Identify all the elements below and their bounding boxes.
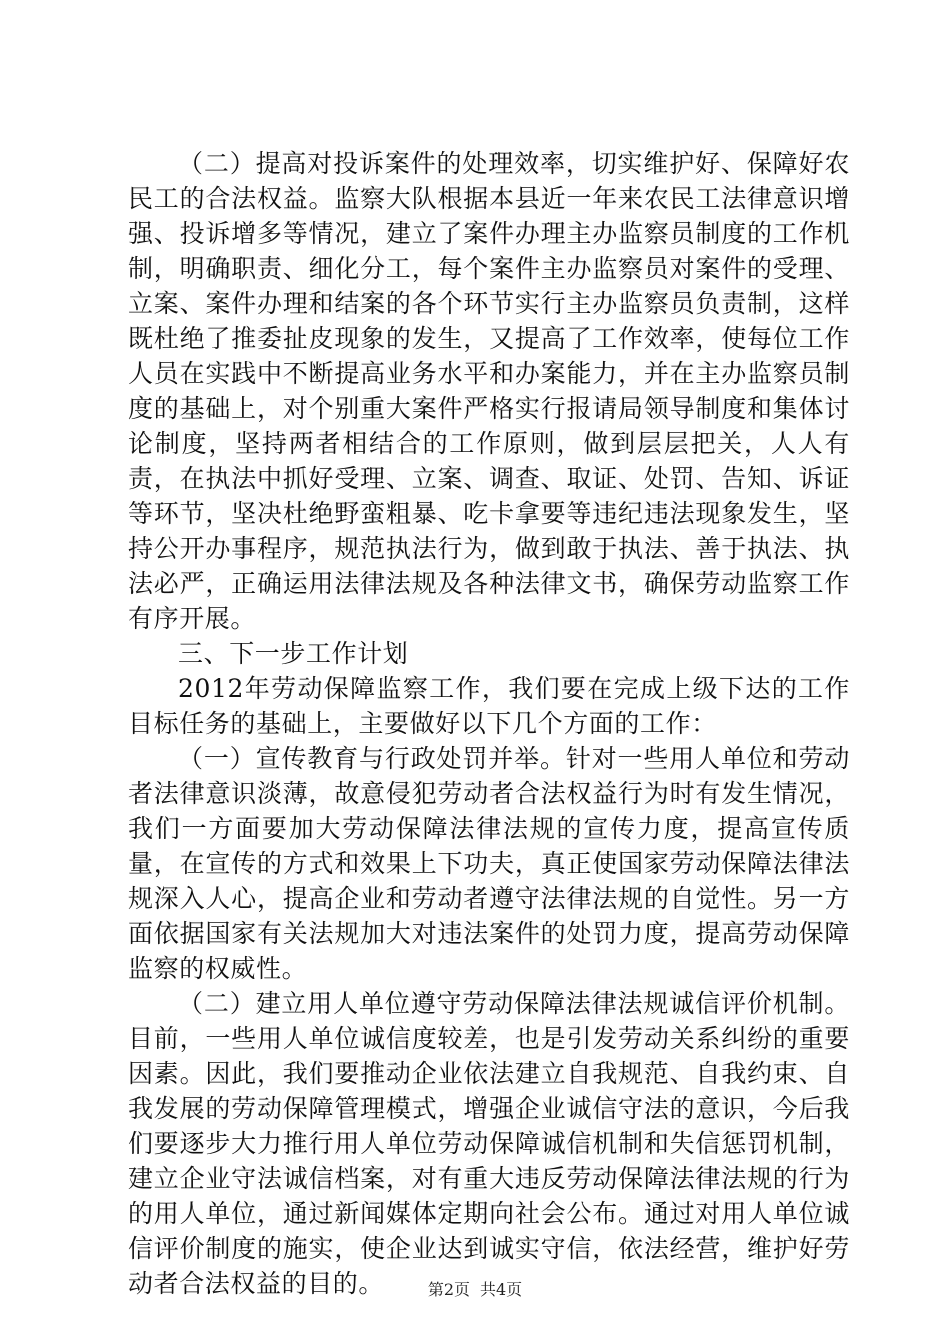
paragraph-publicity-penalty: （一）宣传教育与行政处罚并举。针对一些用人单位和劳动者法律意识淡薄，故意侵犯劳动者合法权益行为时有发生情况，我们一方面要加大劳动保障法律法规的宣传力度，提高宣传质量，在宣传的方式和效果上下功夫，真正使国家劳动保障法律法规深入人心，提高企业和劳动者遵守法律法规的自觉性。另一方面依据国家有关法规加大对违法案件的处罚力度，提高劳动保障监察的权威性。	[128, 744, 850, 983]
paragraph-integrity-mechanism: （二）建立用人单位遵守劳动保障法律法规诚信评价机制。目前，一些用人单位诚信度较差，也是引发劳动关系纠纷的重要因素。因此，我们要推动企业依法建立自我规范、自我约束、自我发展的劳动保障管理模式，增强企业诚信守法的意识，今后我们要逐步大力推行用人单位劳动保障诚信机制和失信惩罚机制，建立企业守法诚信档案，对有重大违反劳动保障法律法规的行为的用人单位，通过新闻媒体定期向社会公布。通过对用人单位诚信评价制度的施实，使企业达到诚实守信，依法经营，维护好劳动者合法权益的目的。	[128, 989, 850, 1298]
paragraph-case-efficiency: （二）提高对投诉案件的处理效率，切实维护好、保障好农民工的合法权益。监察大队根据本县近一年来农民工法律意识增强、投诉增多等情况，建立了案件办理主办监察员制度的工作机制，明确职责、细化分工，每个案件主办监察员对案件的受理、立案、案件办理和结案的各个环节实行主办监察员负责制，这样既杜绝了推委扯皮现象的发生，又提高了工作效率，使每位工作人员在实践中不断提高业务水平和办案能力，并在主办监察员制度的基础上，对个别重大案件严格实行报请局领导制度和集体讨论制度，坚持两者相结合的工作原则，做到层层把关，人人有责，在执法中抓好受理、立案、调查、取证、处罚、告知、诉证等环节，坚决杜绝野蛮粗暴、吃卡拿要等违纪违法现象发生，坚持公开办事程序，规范执法行为，做到敢于执法、善于执法、执法必严，正确运用法律法规及各种法律文书，确保劳动监察工作有序开展。	[128, 149, 850, 633]
page-footer	[0, 1280, 950, 1300]
paragraph-2012-plan: 2012年劳动保障监察工作，我们要在完成上级下达的工作目标任务的基础上，主要做好以下几个方面的工作：	[128, 674, 850, 738]
document-body	[128, 146, 850, 1301]
page-total: 共4页	[480, 1280, 523, 1299]
page-number: 第2页	[427, 1280, 470, 1299]
section-heading-next-plan: 三、下一步工作计划	[178, 639, 409, 668]
